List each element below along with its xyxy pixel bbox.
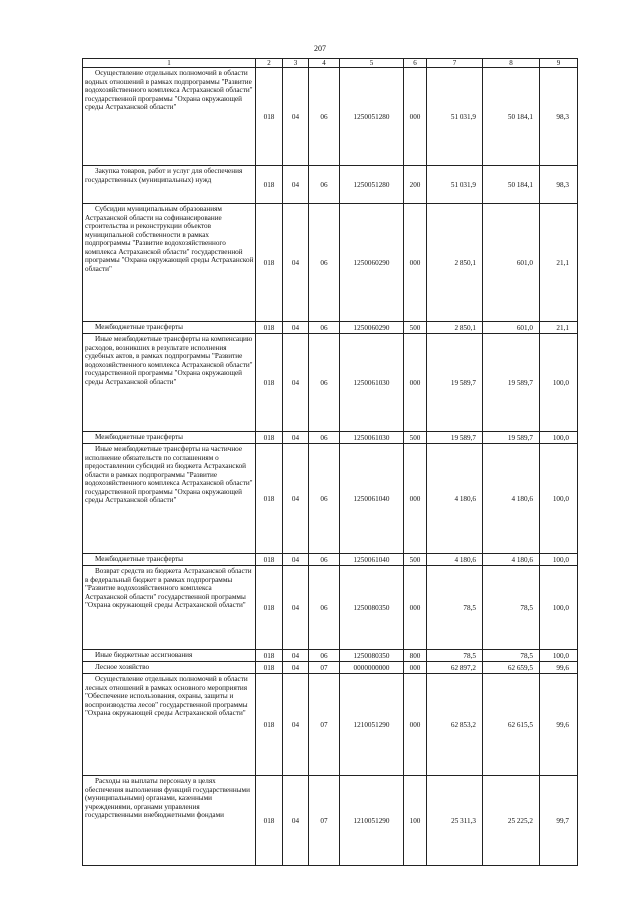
expense-type-cell: 500: [404, 554, 427, 566]
section-cell: 04: [283, 566, 309, 650]
subsection-cell: 06: [309, 554, 340, 566]
expense-type-cell: 500: [404, 322, 427, 334]
code-cell: 018: [256, 204, 283, 322]
section-cell: 04: [283, 650, 309, 662]
table-row: [83, 334, 578, 432]
actual-amount-cell: 78,5: [483, 566, 540, 650]
subsection-cell: 06: [309, 334, 340, 432]
header-cell: 8: [483, 59, 540, 68]
actual-amount-cell: 50 184,1: [483, 166, 540, 204]
row-name-cell: [83, 334, 256, 432]
section-cell: 04: [283, 166, 309, 204]
row-name-cell: [83, 566, 256, 650]
subsection-cell: 06: [309, 650, 340, 662]
row-name-text: Закупка товаров, работ и услуг для обеспечения государственных (муниципальных) нужд: [85, 167, 243, 184]
expense-type-cell: 000: [404, 334, 427, 432]
target-article-cell: 1250051280: [340, 68, 404, 166]
code-cell: 018: [256, 322, 283, 334]
row-name-cell: [83, 650, 256, 662]
code-cell: 018: [256, 662, 283, 674]
percent-cell: 100,0: [540, 554, 578, 566]
row-name-text: Осуществление отдельных полномочий в области лесных отношений в рамках основного мероприятия "Обеспечение использования, охраны, защиты и воспроизводства лесов" государственной программы "Охрана окружающей среды Астраханской области": [85, 675, 248, 718]
table-row: [83, 444, 578, 554]
target-article-cell: 1250061040: [340, 554, 404, 566]
planned-amount-cell: 62 897,2: [427, 662, 483, 674]
header-cell: 6: [404, 59, 427, 68]
planned-amount-cell: 51 031,9: [427, 68, 483, 166]
header-cell: 3: [283, 59, 309, 68]
subsection-cell: 06: [309, 166, 340, 204]
planned-amount-cell: 2 850,1: [427, 204, 483, 322]
percent-cell: 99,7: [540, 776, 578, 866]
expense-type-cell: 000: [404, 566, 427, 650]
target-article-cell: 1250060290: [340, 322, 404, 334]
subsection-cell: 06: [309, 432, 340, 444]
row-name-text: Межбюджетные трансферты: [95, 555, 183, 564]
target-article-cell: 1250061040: [340, 444, 404, 554]
percent-cell: 98,3: [540, 166, 578, 204]
row-name-cell: [83, 444, 256, 554]
table-row: [83, 204, 578, 322]
planned-amount-cell: 19 589,7: [427, 334, 483, 432]
percent-cell: 98,3: [540, 68, 578, 166]
section-cell: 04: [283, 322, 309, 334]
percent-cell: 100,0: [540, 566, 578, 650]
header-cell: 5: [340, 59, 404, 68]
table-row: [83, 662, 578, 674]
section-cell: 04: [283, 204, 309, 322]
target-article-cell: 1250061030: [340, 432, 404, 444]
subsection-cell: 06: [309, 204, 340, 322]
row-name-text: Межбюджетные трансферты: [95, 323, 183, 332]
actual-amount-cell: 62 615,5: [483, 674, 540, 776]
percent-cell: 99,6: [540, 674, 578, 776]
actual-amount-cell: 4 180,6: [483, 444, 540, 554]
row-name-cell: [83, 204, 256, 322]
section-cell: 04: [283, 68, 309, 166]
target-article-cell: 1250080350: [340, 650, 404, 662]
subsection-cell: 06: [309, 566, 340, 650]
planned-amount-cell: 62 853,2: [427, 674, 483, 776]
row-name-text: Расходы на выплаты персоналу в целях обеспечения выполнения функций государственными (муниципальными) органами, казенными учреждениями, органами управления государственными внебюджетными фондами: [85, 777, 250, 820]
target-article-cell: 1250060290: [340, 204, 404, 322]
row-name-cell: [83, 674, 256, 776]
planned-amount-cell: 25 311,3: [427, 776, 483, 866]
code-cell: 018: [256, 166, 283, 204]
code-cell: 018: [256, 68, 283, 166]
page-number: 207: [314, 44, 326, 53]
row-name-text: Осуществление отдельных полномочий в области водных отношений в рамках подпрограммы "Развитие водохозяйственного комплекса Астраханской области" государственной программы "Охрана окружающей среды Астраханской области": [85, 69, 253, 112]
actual-amount-cell: 78,5: [483, 650, 540, 662]
table-row: [83, 68, 578, 166]
percent-cell: 100,0: [540, 432, 578, 444]
actual-amount-cell: 50 184,1: [483, 68, 540, 166]
actual-amount-cell: 62 659,5: [483, 662, 540, 674]
percent-cell: 100,0: [540, 334, 578, 432]
section-cell: 04: [283, 662, 309, 674]
code-cell: 018: [256, 554, 283, 566]
header-cell: 7: [427, 59, 483, 68]
percent-cell: 99,6: [540, 662, 578, 674]
header-cell: 1: [83, 59, 256, 68]
code-cell: 018: [256, 334, 283, 432]
planned-amount-cell: 4 180,6: [427, 444, 483, 554]
planned-amount-cell: 2 850,1: [427, 322, 483, 334]
actual-amount-cell: 4 180,6: [483, 554, 540, 566]
expense-type-cell: 000: [404, 68, 427, 166]
planned-amount-cell: 78,5: [427, 650, 483, 662]
row-name-cell: [83, 662, 256, 674]
expense-type-cell: 100: [404, 776, 427, 866]
planned-amount-cell: 19 589,7: [427, 432, 483, 444]
section-cell: 04: [283, 432, 309, 444]
percent-cell: 100,0: [540, 444, 578, 554]
code-cell: 018: [256, 776, 283, 866]
expense-type-cell: 200: [404, 166, 427, 204]
target-article-cell: 1210051290: [340, 674, 404, 776]
subsection-cell: 07: [309, 674, 340, 776]
expense-type-cell: 000: [404, 674, 427, 776]
row-name-cell: [83, 776, 256, 866]
header-row: [83, 59, 578, 68]
target-article-cell: 1210051290: [340, 776, 404, 866]
subsection-cell: 07: [309, 776, 340, 866]
budget-table: [82, 58, 578, 866]
table-row: [83, 776, 578, 866]
subsection-cell: 06: [309, 68, 340, 166]
row-name-text: Иные межбюджетные трансферты на частичное исполнение обязательств по соглашениям о предоставлении субсидий из бюджета Астраханской области в рамках подпрограммы "Развитие водохозяйственного комплекса Астраханской области" государственной программы "Охрана окружающей среды Астраханской области": [85, 445, 253, 505]
expense-type-cell: 500: [404, 432, 427, 444]
table-row: [83, 566, 578, 650]
table-row: [83, 166, 578, 204]
actual-amount-cell: 19 589,7: [483, 432, 540, 444]
table-row: [83, 650, 578, 662]
section-cell: 04: [283, 334, 309, 432]
table-row: [83, 432, 578, 444]
row-name-text: Иные бюджетные ассигнования: [95, 651, 193, 660]
table-row: [83, 322, 578, 334]
target-article-cell: 1250061030: [340, 334, 404, 432]
planned-amount-cell: 78,5: [427, 566, 483, 650]
section-cell: 04: [283, 554, 309, 566]
target-article-cell: 1250051280: [340, 166, 404, 204]
expense-type-cell: 000: [404, 662, 427, 674]
row-name-text: Межбюджетные трансферты: [95, 433, 183, 442]
section-cell: 04: [283, 674, 309, 776]
code-cell: 018: [256, 650, 283, 662]
subsection-cell: 07: [309, 662, 340, 674]
row-name-cell: [83, 166, 256, 204]
row-name-cell: [83, 322, 256, 334]
code-cell: 018: [256, 674, 283, 776]
expense-type-cell: 000: [404, 444, 427, 554]
subsection-cell: 06: [309, 444, 340, 554]
section-cell: 04: [283, 444, 309, 554]
code-cell: 018: [256, 432, 283, 444]
expense-type-cell: 000: [404, 204, 427, 322]
row-name-text: Лесное хозяйство: [95, 663, 150, 672]
table-row: [83, 674, 578, 776]
actual-amount-cell: 601,0: [483, 322, 540, 334]
section-cell: 04: [283, 776, 309, 866]
row-name-cell: [83, 68, 256, 166]
table-row: [83, 554, 578, 566]
row-name-cell: [83, 554, 256, 566]
planned-amount-cell: 4 180,6: [427, 554, 483, 566]
row-name-text: Возврат средств из бюджета Астраханской области в федеральный бюджет в рамках подпрограммы "Развитие водохозяйственного комплекса Астраханской области" государственной программы "Охрана окружающей среды Астраханской области": [85, 567, 252, 610]
row-name-text: Субсидии муниципальным образованиям Астраханской области на софинансирование строительства и реконструкции объектов муниципальной собственности в рамках подпрограммы "Развитие водохозяйственного комплекса Астраханской области" государственной программы "Охрана окружающей среды Астраханской области": [85, 205, 254, 273]
row-name-cell: [83, 432, 256, 444]
table-body: [83, 68, 578, 866]
expense-type-cell: 800: [404, 650, 427, 662]
code-cell: 018: [256, 444, 283, 554]
target-article-cell: 0000000000: [340, 662, 404, 674]
row-name-text: Иные межбюджетные трансферты на компенсацию расходов, возникших в результате исполнения судебных актов, в рамках подпрограммы "Развитие водохозяйственного комплекса Астраханской области" государственной программы "Охрана окружающей среды Астраханской области": [85, 335, 253, 386]
header-cell: 2: [256, 59, 283, 68]
header-cell: 4: [309, 59, 340, 68]
percent-cell: 100,0: [540, 650, 578, 662]
code-cell: 018: [256, 566, 283, 650]
percent-cell: 21,1: [540, 204, 578, 322]
percent-cell: 21,1: [540, 322, 578, 334]
target-article-cell: 1250080350: [340, 566, 404, 650]
actual-amount-cell: 601,0: [483, 204, 540, 322]
planned-amount-cell: 51 031,9: [427, 166, 483, 204]
actual-amount-cell: 25 225,2: [483, 776, 540, 866]
header-cell: 9: [540, 59, 578, 68]
subsection-cell: 06: [309, 322, 340, 334]
actual-amount-cell: 19 589,7: [483, 334, 540, 432]
